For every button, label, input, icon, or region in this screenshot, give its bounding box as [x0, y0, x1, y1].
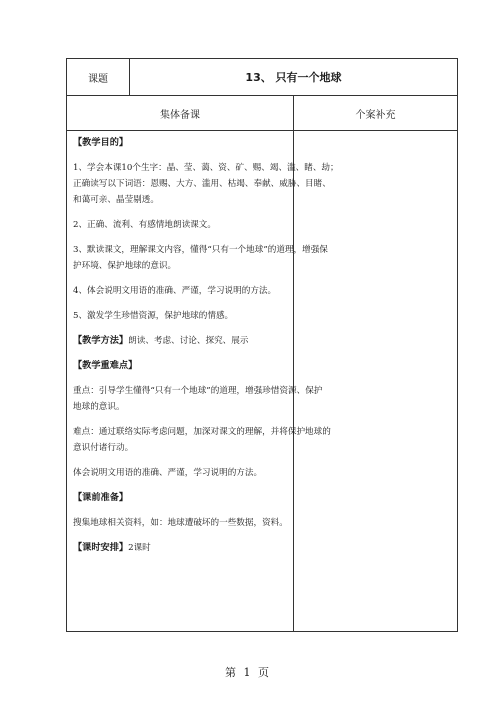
goals-heading: 【教学目的】 — [73, 137, 129, 148]
lesson-title: 13、 只有一个地球 — [130, 59, 458, 96]
methods-heading: 【教学方法】 — [73, 335, 129, 346]
schedule-text: 2课时 — [128, 543, 151, 553]
keypoint-2-line-1: 难点：通过联络实际考虑问题，加深对课文的理解，并将保护地球的 — [73, 427, 331, 437]
lesson-plan-table — [66, 58, 458, 632]
goal-3-line-2: 护环境、保护地球的意识。 — [73, 261, 177, 271]
page-number: 第 1 页 — [225, 666, 271, 679]
individual-supplement-header: 个案补充 — [294, 96, 458, 131]
column-header-row — [67, 96, 458, 131]
prep-heading: 【课前准备】 — [73, 492, 129, 503]
goal-1-line-3: 和蔼可亲、晶莹剔透。 — [73, 195, 159, 205]
goal-1-line-1: 1、学会本课10个生字：晶、莹、蔼、资、矿、赐、竭、滥、睹、劫； — [73, 163, 339, 173]
keypoint-3: 体会说明文用语的准确、严谨，学习说明的方法。 — [73, 468, 263, 478]
goal-4: 4、体会说明文用语的准确、严谨，学习说明的方法。 — [73, 286, 277, 296]
schedule-line — [73, 540, 287, 556]
goal-1-line-2: 正确读写以下词语：恩赐、大方、滥用、枯竭、奉献、威胁、目睹、 — [73, 179, 331, 189]
collective-prep-header: 集体备课 — [67, 96, 294, 131]
methods-text: 朗读、考虑、讨论、探究、展示 — [128, 336, 249, 346]
keypoint-1-line-2: 地球的意识。 — [73, 402, 125, 412]
topic-label: 课题 — [67, 59, 130, 96]
keypoint-1-line-1: 重点：引导学生懂得“只有一个地球”的道理，增强珍惜资源、保护 — [73, 386, 323, 396]
schedule-heading: 【课时安排】 — [73, 542, 129, 553]
goal-3-line-1: 3、默读课文，理解课文内容，懂得“只有一个地球”的道理，增强保 — [73, 245, 328, 255]
goal-2: 2、正确、流利、有感情地朗读课文。 — [73, 220, 216, 230]
methods-line — [73, 333, 287, 349]
prep-text: 搜集地球相关资料，如：地球遭破坏的一些数据，资料。 — [73, 518, 288, 528]
individual-supplement-cell — [294, 131, 458, 632]
goal-5: 5、激发学生珍惜资源，保护地球的情感。 — [73, 311, 234, 321]
title-row — [67, 59, 458, 96]
keypoint-2-line-2: 意识付诸行动。 — [73, 443, 134, 453]
keypoints-heading: 【教学重难点】 — [73, 360, 138, 371]
content-row — [67, 131, 458, 632]
lesson-content — [67, 131, 339, 632]
